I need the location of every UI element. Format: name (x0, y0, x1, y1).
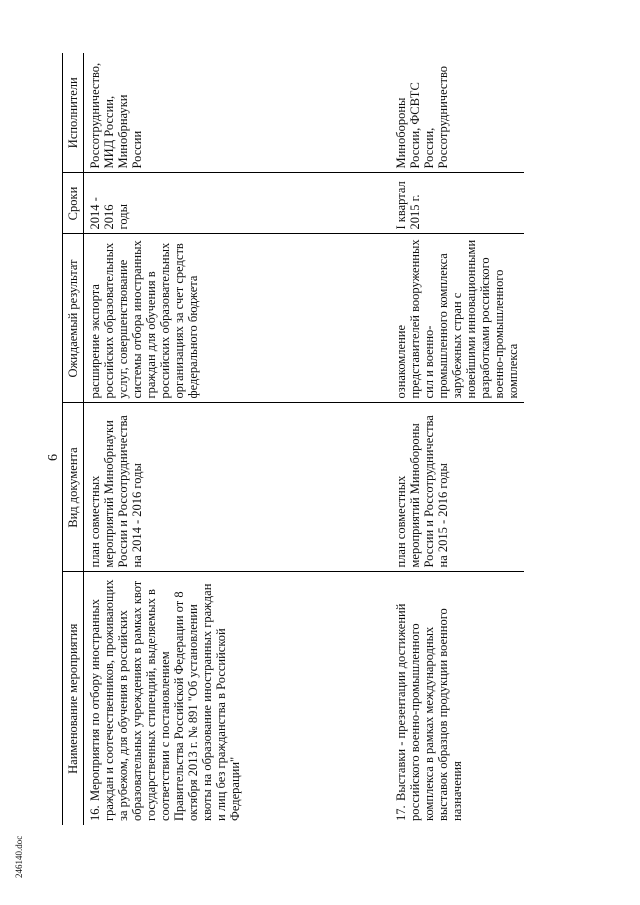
column-header: Ожидаемый результат (63, 234, 84, 403)
measure-name: Выставки - презентации достижений российского военно-промышленного комплекса в рамках международных выставок образцов продукции военного назначения (393, 603, 464, 821)
file-tag: 246140.doc (14, 835, 24, 878)
table-row (84, 53, 380, 825)
column-header: Наименование мероприятия (63, 572, 84, 825)
expected-result: расширение экспорта российских образовательных услуг, совершенствование системы отбора иностранных граждан для обучения в российских образовательных организациях за счет средств федерального бюджета (84, 234, 380, 403)
page-number: 6 (46, 454, 61, 461)
measure-name: Мероприятия по отбору иностранных граждан и соотечественников, проживающих за рубежом, для обучения в российских образовательных учреждениях в рамках квот государственных стипендий, выделяемых в соответствии с постановлением Правительства Российской Федерации от 8 октября 2013 г. № 891 "Об установлении квоты на образование иностранных граждан и лиц без гражданства в Российской Федерации" (88, 579, 242, 821)
table-row (380, 53, 524, 825)
row-number: 16. (88, 805, 102, 821)
term: I квартал 2015 г. (380, 173, 524, 234)
executors: Минобороны России, ФСВТС России, Россотрудничество (380, 53, 524, 173)
executors: Россотрудничество, МИД России, Минобрнауки России (84, 53, 380, 173)
measure-name-cell (380, 572, 524, 825)
term: 2014 - 2016 годы (84, 173, 380, 234)
measure-name-cell (84, 572, 380, 825)
column-header: Исполнители (63, 53, 84, 173)
row-number: 17. (393, 805, 408, 821)
column-header: Сроки (63, 173, 84, 234)
document-type: план совместных мероприятий Минобороны России и Россотрудничества на 2015 - 2016 годы (380, 403, 524, 572)
table-header-row (63, 53, 84, 825)
expected-result: ознакомление представителей вооруженных сил и военно-промышленного комплекса зарубежных стран с новейшими инновационными разработками российского военно-промышленного комплекса (380, 234, 524, 403)
column-header: Вид документа (63, 403, 84, 572)
measures-table (62, 53, 524, 825)
document-type: план совместных мероприятий Минобрнауки России и Россотрудничества на 2014 - 2016 годы (84, 403, 380, 572)
